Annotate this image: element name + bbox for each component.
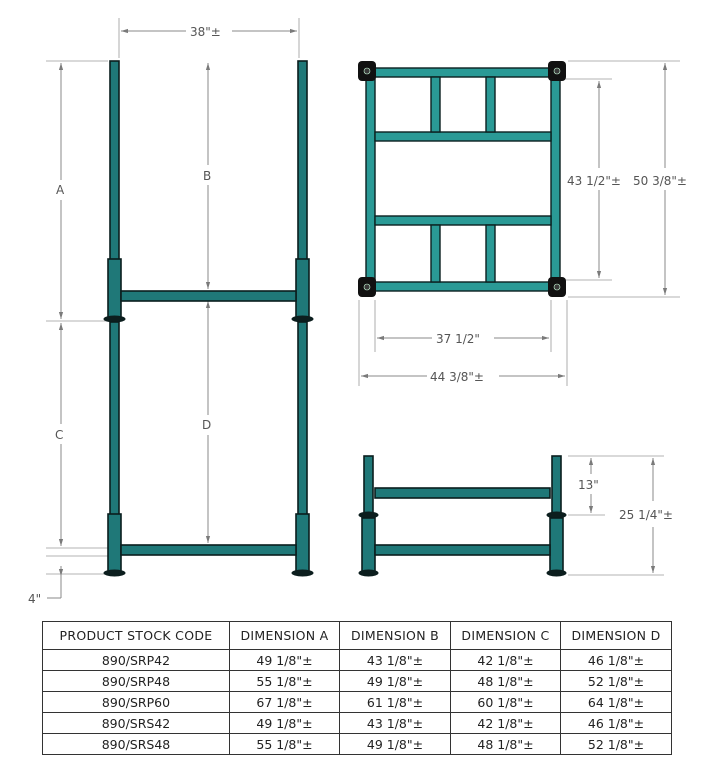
dim-outer-height-label: 50 3/8"± xyxy=(633,174,687,188)
bottom-rail xyxy=(121,545,296,555)
cell-dimension-a: 67 1/8"± xyxy=(230,692,340,713)
cell-dimension-d: 52 1/8"± xyxy=(561,671,672,692)
spacer-lower-right xyxy=(486,225,495,282)
table-header-row xyxy=(43,622,672,650)
header-dimension-a: DIMENSION A xyxy=(230,622,340,650)
cell-dimension-a: 49 1/8"± xyxy=(230,713,340,734)
upper-post-left xyxy=(110,61,119,261)
side-lower-rail xyxy=(375,545,550,555)
dim-width-top-label: 38"± xyxy=(190,25,221,39)
cross-rail-lower xyxy=(375,216,551,225)
cell-dimension-c: 42 1/8"± xyxy=(451,650,561,671)
cell-dimension-c: 48 1/8"± xyxy=(451,734,561,755)
dim-c-label: C xyxy=(55,428,64,442)
right-frame-rail xyxy=(551,70,560,288)
lower-post-right xyxy=(298,322,307,517)
lower-sleeve-right xyxy=(296,514,309,572)
dim-d-label: D xyxy=(202,418,212,432)
front-elevation-view xyxy=(28,18,314,606)
cross-rail-upper xyxy=(375,132,551,141)
side-view xyxy=(359,456,673,577)
cell-dimension-c: 42 1/8"± xyxy=(451,713,561,734)
dim-inner-height-label: 43 1/2"± xyxy=(567,174,621,188)
side-foot-left xyxy=(359,570,379,577)
spacer-upper-right xyxy=(486,77,495,132)
cell-dimension-d: 52 1/8"± xyxy=(561,734,672,755)
foot-left xyxy=(104,570,126,577)
left-frame-rail xyxy=(366,70,375,288)
cell-dimension-b: 49 1/8"± xyxy=(340,671,451,692)
bolt xyxy=(364,284,370,290)
cell-dimension-b: 43 1/8"± xyxy=(340,713,451,734)
cell-dimension-b: 61 1/8"± xyxy=(340,692,451,713)
cell-product-code: 890/SRP48 xyxy=(43,671,230,692)
cell-product-code: 890/SRS48 xyxy=(43,734,230,755)
cell-dimension-c: 48 1/8"± xyxy=(451,671,561,692)
dimension-table xyxy=(42,621,672,755)
sleeve-right xyxy=(296,259,309,317)
cell-dimension-c: 60 1/8"± xyxy=(451,692,561,713)
side-sleeve-left xyxy=(362,518,375,572)
side-sleeve-right xyxy=(550,518,563,572)
dim-side-height-label: 25 1/4"± xyxy=(619,508,673,522)
dim-a-label: A xyxy=(56,183,65,197)
dim-b-label: B xyxy=(203,169,212,183)
cell-dimension-b: 49 1/8"± xyxy=(340,734,451,755)
cell-dimension-d: 64 1/8"± xyxy=(561,692,672,713)
header-dimension-c: DIMENSION C xyxy=(451,622,561,650)
cell-dimension-d: 46 1/8"± xyxy=(561,650,672,671)
lower-post-left xyxy=(110,322,119,517)
header-dimension-d: DIMENSION D xyxy=(561,622,672,650)
plan-view xyxy=(358,61,687,386)
foot-right xyxy=(292,570,314,577)
bolt xyxy=(554,284,560,290)
cell-dimension-d: 46 1/8"± xyxy=(561,713,672,734)
upper-post-right xyxy=(298,61,307,261)
bolt xyxy=(364,68,370,74)
cell-product-code: 890/SRP60 xyxy=(43,692,230,713)
spacer-upper-left xyxy=(431,77,440,132)
sleeve-left xyxy=(108,259,121,317)
side-foot-right xyxy=(547,570,567,577)
cell-dimension-a: 49 1/8"± xyxy=(230,650,340,671)
table-row xyxy=(43,671,672,692)
cell-product-code: 890/SRS42 xyxy=(43,713,230,734)
table-row xyxy=(43,692,672,713)
table-row xyxy=(43,650,672,671)
cell-dimension-a: 55 1/8"± xyxy=(230,734,340,755)
bolt xyxy=(554,68,560,74)
dim-foot-label: 4" xyxy=(28,592,42,606)
bottom-frame-rail xyxy=(363,282,561,291)
side-post-left-upper xyxy=(364,456,373,518)
table-row xyxy=(43,713,672,734)
cell-product-code: 890/SRP42 xyxy=(43,650,230,671)
top-frame-rail xyxy=(363,68,561,77)
lower-sleeve-left xyxy=(108,514,121,572)
cell-dimension-a: 55 1/8"± xyxy=(230,671,340,692)
cell-dimension-b: 43 1/8"± xyxy=(340,650,451,671)
dim-rail-gap-label: 13" xyxy=(578,478,599,492)
side-upper-rail xyxy=(375,488,550,498)
dim-outer-width-label: 44 3/8"± xyxy=(430,370,484,384)
spacer-lower-left xyxy=(431,225,440,282)
middle-rail xyxy=(121,291,296,301)
side-post-right-upper xyxy=(552,456,561,518)
header-dimension-b: DIMENSION B xyxy=(340,622,451,650)
header-product-code: PRODUCT STOCK CODE xyxy=(43,622,230,650)
table-row xyxy=(43,734,672,755)
dim-inner-width-label: 37 1/2" xyxy=(436,332,480,346)
